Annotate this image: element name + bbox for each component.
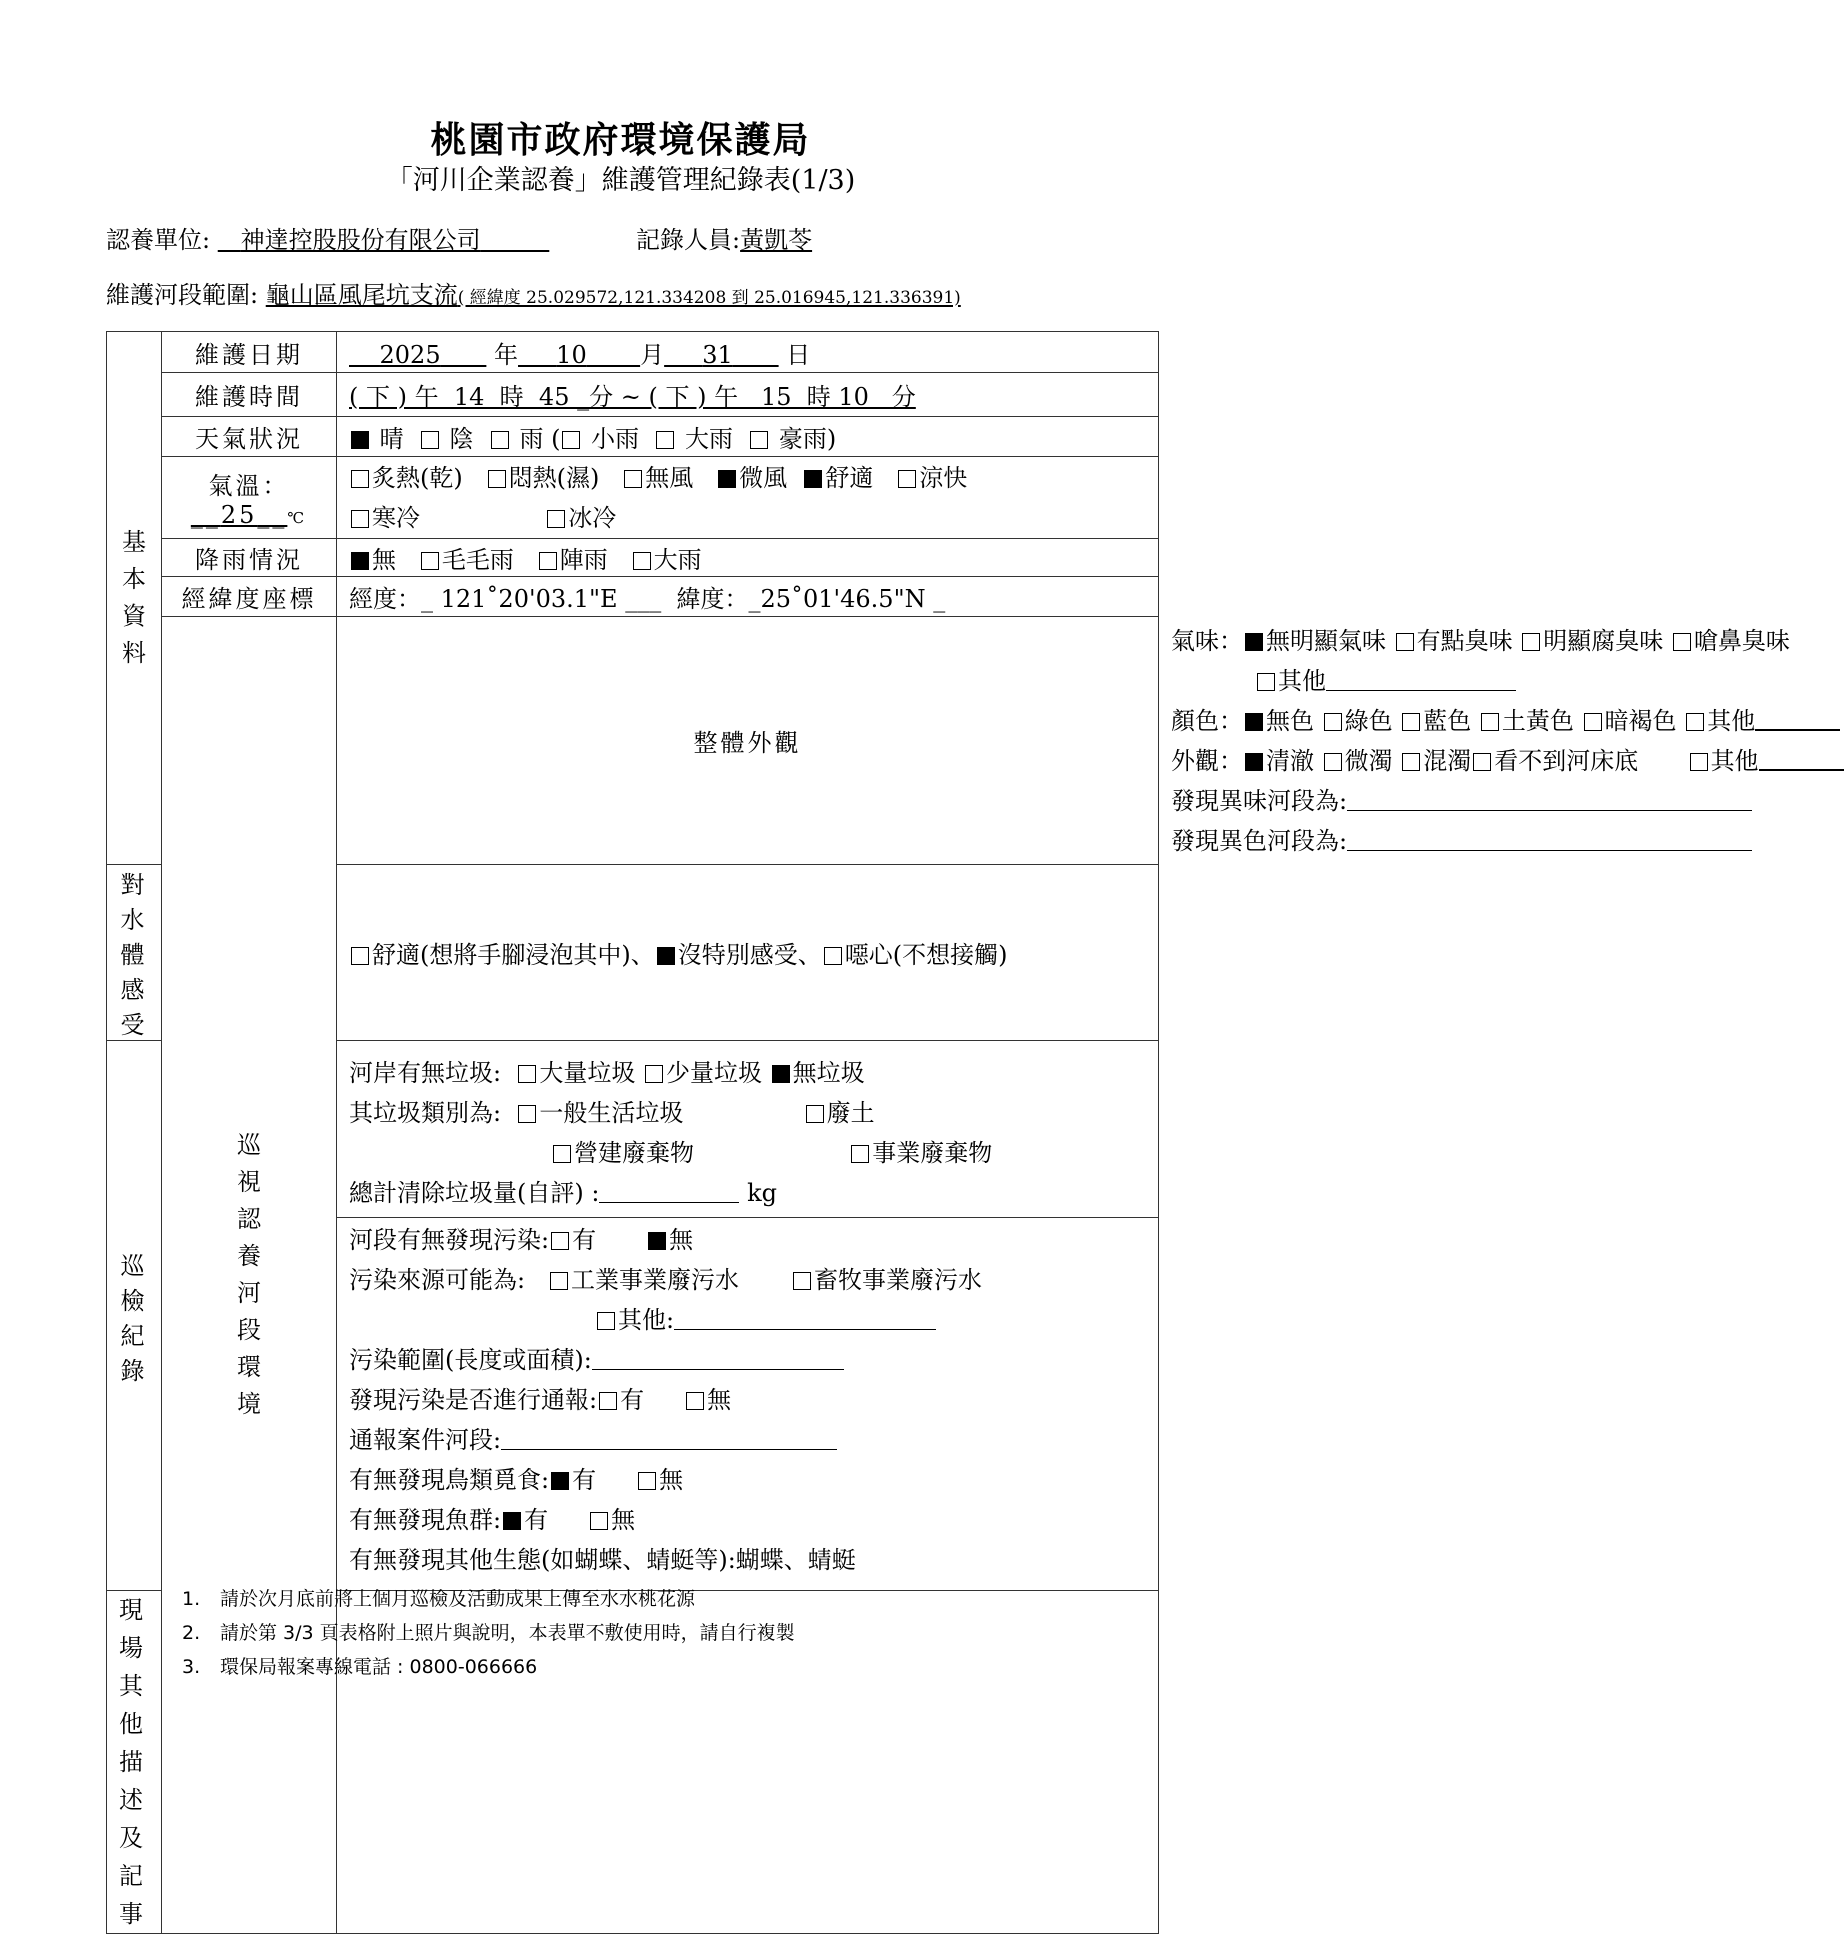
- color-green-checkbox[interactable]: [1324, 713, 1342, 731]
- color-yellow-checkbox[interactable]: [1481, 713, 1499, 731]
- note-2: 2. 請於第 3/3 頁表格附上照片與說明，本表單不敷使用時，請自行複製: [182, 1622, 795, 1644]
- color-blue-checkbox[interactable]: [1402, 713, 1420, 731]
- temp-freezing-checkbox[interactable]: [547, 510, 565, 528]
- rain-heavy-checkbox[interactable]: [633, 552, 651, 570]
- temp-breeze-checkbox[interactable]: [718, 470, 736, 488]
- color-other-checkbox[interactable]: [1686, 713, 1704, 731]
- look-clear-checkbox[interactable]: [1245, 753, 1263, 771]
- pollution-range-field[interactable]: [592, 1345, 844, 1370]
- smell-pungent-checkbox[interactable]: [1673, 633, 1691, 651]
- color-other-field[interactable]: [1755, 705, 1840, 731]
- garbage-soil-checkbox[interactable]: [806, 1105, 824, 1123]
- recorder-value: 黃凱苓: [740, 226, 813, 254]
- source-industrial-checkbox[interactable]: [550, 1272, 568, 1290]
- coords-value: 經度：_ 121˚20'03.1"E ___ 緯度：_25˚01'46.5"N _: [337, 577, 1159, 617]
- look-slight-turbid-checkbox[interactable]: [1324, 753, 1342, 771]
- rain-options: 無 毛毛雨 陣雨 大雨: [337, 539, 1159, 577]
- weather-sunny-checkbox[interactable]: [351, 431, 369, 449]
- appearance-label: 整體外觀: [337, 617, 1159, 865]
- unit-value: 神達控股股份有限公司: [240, 226, 481, 254]
- recorder-label: 記錄人員:: [636, 226, 741, 254]
- range-value: 龜山區風尾坑支流( 經緯度 25.029572,121.334208 到 25.016945,121.336391): [265, 281, 961, 309]
- feeling-comfortable-checkbox[interactable]: [351, 947, 369, 965]
- weather-torrential-rain-checkbox[interactable]: [750, 431, 768, 449]
- rain-shower-checkbox[interactable]: [539, 552, 557, 570]
- smell-other-checkbox[interactable]: [1257, 673, 1275, 691]
- source-livestock-checkbox[interactable]: [793, 1272, 811, 1290]
- bird-no-checkbox[interactable]: [638, 1472, 656, 1490]
- source-other-checkbox[interactable]: [597, 1312, 615, 1330]
- note-1: 1. 請於次月底前將上個月巡檢及活動成果上傳至水水桃花源: [182, 1588, 696, 1610]
- note-3: 3. 環保局報案專線電話 : 0800-066666: [182, 1656, 538, 1678]
- color-none-checkbox[interactable]: [1245, 713, 1263, 731]
- temp-hot-humid-checkbox[interactable]: [488, 470, 506, 488]
- temp-no-wind-checkbox[interactable]: [624, 470, 642, 488]
- weather-label: 天氣狀況: [162, 417, 337, 457]
- rain-drizzle-checkbox[interactable]: [421, 552, 439, 570]
- range-line: [106, 275, 961, 310]
- odd-color-field[interactable]: [1347, 826, 1752, 851]
- feeling-options: 舒適(想將手腳浸泡其中)、 沒特別感受、 噁心(不想接觸): [337, 865, 1159, 1041]
- weather-options: 晴 陰 雨 ( 小雨 大雨 豪雨): [337, 417, 1159, 457]
- inspection-label: 巡檢紀錄: [107, 1041, 162, 1591]
- temp-comfortable-checkbox[interactable]: [804, 470, 822, 488]
- garbage-household-checkbox[interactable]: [518, 1105, 536, 1123]
- feeling-label: 對水體感受: [107, 865, 162, 1041]
- garbage-large-checkbox[interactable]: [518, 1065, 536, 1083]
- look-turbid-checkbox[interactable]: [1402, 753, 1420, 771]
- garbage-small-checkbox[interactable]: [645, 1065, 663, 1083]
- time-value: ( 下 ) 午 14 時 45 _分 ~ ( 下 ) 午 15 時 10 分: [349, 383, 916, 411]
- smell-slight-checkbox[interactable]: [1396, 633, 1414, 651]
- other-ecology: 有無發現其他生態(如蝴蝶、蜻蜓等):蝴蝶、蜻蜓: [349, 1546, 856, 1574]
- recorder-line: [636, 220, 812, 255]
- date-label: 維護日期: [162, 332, 337, 373]
- section-basic-info: 基 本 資 料: [107, 332, 162, 865]
- fish-no-checkbox[interactable]: [590, 1512, 608, 1530]
- garbage-weight-field[interactable]: [599, 1178, 739, 1203]
- weather-heavy-rain-checkbox[interactable]: [656, 431, 674, 449]
- temp-hot-dry-checkbox[interactable]: [351, 470, 369, 488]
- range-label: 維護河段範圍:: [106, 281, 259, 309]
- look-other-checkbox[interactable]: [1690, 753, 1708, 771]
- smell-other-field[interactable]: [1326, 666, 1516, 691]
- pollution-yes-checkbox[interactable]: [551, 1232, 569, 1250]
- feeling-nothing-checkbox[interactable]: [657, 947, 675, 965]
- rain-none-checkbox[interactable]: [351, 552, 369, 570]
- look-other-field[interactable]: [1759, 745, 1844, 771]
- adopting-unit-line: [106, 220, 549, 255]
- weather-rain-checkbox[interactable]: [491, 431, 509, 449]
- fish-yes-checkbox[interactable]: [503, 1512, 521, 1530]
- report-yes-checkbox[interactable]: [599, 1392, 617, 1410]
- maintenance-record-table: 基 本 資 料 維護日期 2025 年 10 月 31 日 維護時間 ( 下 ) 午 14 時 45 _分 ~ ( 下 ) 午 15 時 10 分 天氣狀況 晴 陰 雨 ( 小雨 大雨 豪雨) 氣溫： __25__℃ 炙熱(乾) 悶熱(濕) 無風 微風 舒適 涼快 寒冷 冰冷 降雨情況 無 毛毛雨 陣雨 大雨 經緯度座標 經度：_ 121˚20'03.1"E ___ 緯度：_25˚01'46.5"N _ 巡 視 認 養 河 段 環 境 整體外觀 氣味： 無明顯氣味 有點臭味 明顯腐臭味 嗆鼻臭味 其他 顏色： 無色 綠色 藍色 土黃色 暗褐色 其他 外觀： 清澈 微濁 混濁 看不到河床底 其他 發現異味河段為: 發現異色河段為: 對水體感受 舒適(想將手腳浸泡其中)、 沒特別感受、 噁心(不想接觸) 巡檢紀錄 河岸有無垃圾: 大量垃圾 少量垃圾 無垃圾 其垃圾類別為: 一般生活垃圾 廢土 營建廢棄物 事業廢棄物 總計清除垃圾量(自評) : kg 河段有無發現污染: 有 無 污染來源可能為: 工業事業廢污水 畜牧事業廢污水 其他: 污染範圍(長度或面積): 發現污染是否進行通報: 有 無 通報案件河段: 有無發現鳥類覓食: 有 無 有無發現魚群: 有 無 有無發現其他生態(如蝴蝶、蜻蜓等):蝴蝶、蜻蜓 現場其他描 述及記事: [106, 331, 1159, 1934]
- form-subtitle: 「河川企業認養」維護管理紀錄表(1/3): [385, 165, 856, 196]
- bird-yes-checkbox[interactable]: [551, 1472, 569, 1490]
- remarks-label: 現場其他描 述及記事: [107, 1591, 162, 1934]
- smell-none-checkbox[interactable]: [1245, 633, 1263, 651]
- smell-rotten-checkbox[interactable]: [1522, 633, 1540, 651]
- range-coords: ( 經緯度 25.029572,121.334208 到 25.016945,121.336391): [457, 288, 961, 308]
- date-value: 2025 年 10 月 31 日: [337, 332, 1159, 373]
- temp-cool-checkbox[interactable]: [898, 470, 916, 488]
- weather-cloudy-checkbox[interactable]: [421, 431, 439, 449]
- page-title: 桃園市政府環境保護局: [430, 119, 811, 161]
- temperature-options: 炙熱(乾) 悶熱(濕) 無風 微風 舒適 涼快 寒冷 冰冷: [337, 457, 1159, 539]
- look-no-riverbed-checkbox[interactable]: [1473, 753, 1491, 771]
- pollution-no-checkbox[interactable]: [648, 1232, 666, 1250]
- odd-smell-field[interactable]: [1347, 786, 1752, 811]
- garbage-construction-checkbox[interactable]: [553, 1145, 571, 1163]
- unit-label: 認養單位:: [106, 226, 211, 254]
- pollution-block: 河段有無發現污染: 有 無 污染來源可能為: 工業事業廢污水 畜牧事業廢污水 其他: 污染範圍(長度或面積): 發現污染是否進行通報: 有 無 通報案件河段: 有無發現鳥類覓食: 有 無 有無發現魚群: 有 無 有無發現其他生態(如蝴蝶、蜻蜓等):蝴蝶、蜻蜓: [337, 1218, 1158, 1580]
- report-section-field[interactable]: [501, 1425, 837, 1450]
- garbage-industrial-checkbox[interactable]: [851, 1145, 869, 1163]
- color-brown-checkbox[interactable]: [1584, 713, 1602, 731]
- temperature-value: 25: [220, 501, 258, 529]
- temperature-label-cell: 氣溫： __25__℃: [162, 457, 337, 539]
- source-other-field[interactable]: [674, 1305, 936, 1330]
- garbage-none-checkbox[interactable]: [772, 1065, 790, 1083]
- section-patrol: 巡 視 認 養 河 段 環 境: [162, 617, 337, 1934]
- time-label: 維護時間: [162, 373, 337, 417]
- coords-label: 經緯度座標: [162, 577, 337, 617]
- feeling-disgust-checkbox[interactable]: [824, 947, 842, 965]
- temp-cold-checkbox[interactable]: [351, 510, 369, 528]
- weather-light-rain-checkbox[interactable]: [562, 431, 580, 449]
- rain-label: 降雨情況: [162, 539, 337, 577]
- footnotes: [182, 1582, 795, 1684]
- garbage-block: 河岸有無垃圾: 大量垃圾 少量垃圾 無垃圾 其垃圾類別為: 一般生活垃圾 廢土 營建廢棄物 事業廢棄物 總計清除垃圾量(自評) : kg: [337, 1051, 1158, 1218]
- report-no-checkbox[interactable]: [686, 1392, 704, 1410]
